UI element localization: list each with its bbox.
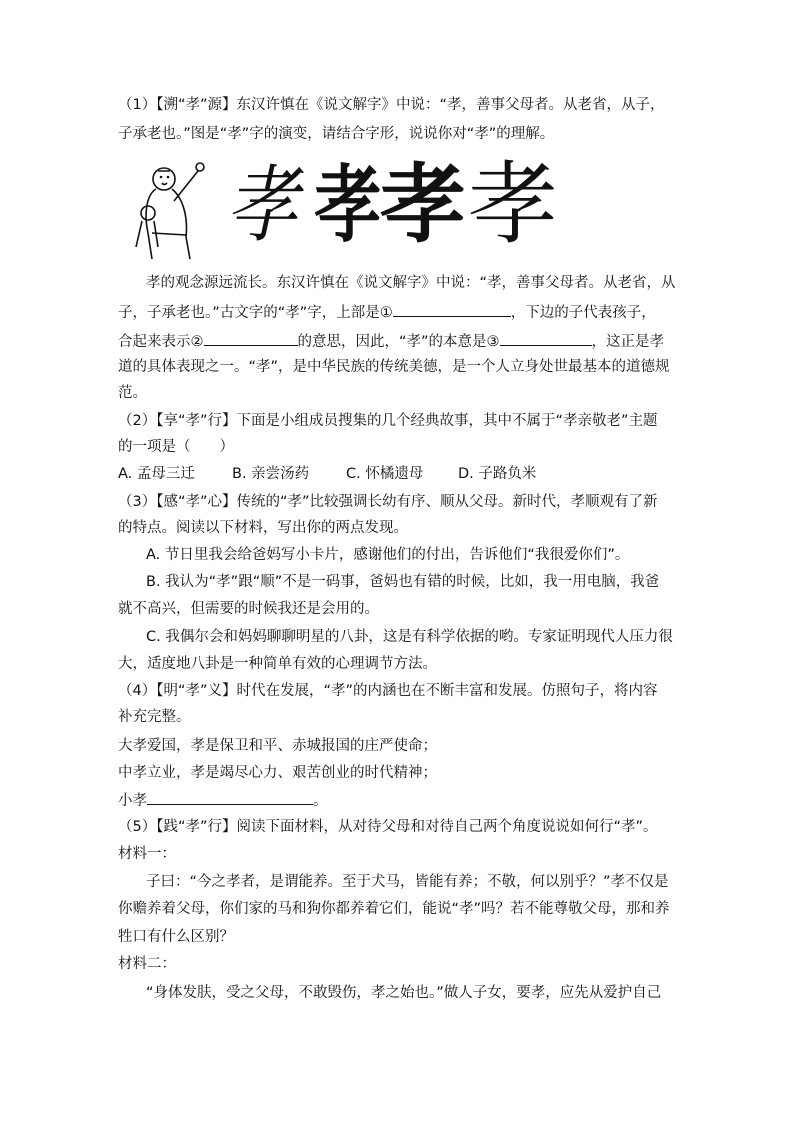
q4-sentence-3-text: 小孝 [118,793,147,809]
q3-prompt-line-2: 的特点。阅读以下材料，写出你的两点发现。 [118,520,408,536]
q4-prompt-line-1: （4）【明“孝”义】时代在发展，“孝”的内涵也在不断丰富和发展。仿照句子，将内容 [118,683,658,699]
q1-answer-line-3-tail: ，这正是孝 [591,334,665,350]
option-a[interactable]: A. 孟母三迁 [118,466,195,482]
q1-prompt-line-1: （1）【溯“孝”源】东汉许慎在《说文解字》中说：“孝，善事父母者。从老省，从子， [118,97,665,113]
option-c[interactable]: C. 怀橘遗母 [346,466,424,482]
option-b[interactable]: B. 亲尝汤药 [232,466,310,482]
q2-prompt-line-2: 的一项是（ ） [118,439,234,455]
q1-answer-line-3-mid: 的意思，因此，“孝”的本意是③ [297,334,500,350]
q4-sentence-1: 大孝爱国，孝是保卫和平、赤城报国的庄严使命； [118,738,437,754]
option-d[interactable]: D. 子路负米 [458,466,537,482]
xiao-character-evolution-figure [128,152,558,265]
answer-blank-1[interactable] [393,302,511,317]
elder-child-illustration-icon [128,155,218,265]
answer-blank-4[interactable] [147,790,313,805]
q1-answer-line-2-tail: ，下边的子代表孩子， [510,305,656,321]
q5-material-1-line-2: 你赡养着父母，你们家的马和狗你都养着它们，能说“孝”吗？若不能尊敬父母，那和养 [118,901,670,917]
q5-material-2-line-1: “身体发肤，受之父母，不敢毁伤，孝之始也。”做人子女，要孝，应先从爱护自己 [146,985,662,1001]
q4-sentence-3 [118,790,328,811]
q3-material-c-line-2: 大，适度地八卦是一种简单有效的心理调节方法。 [118,656,437,672]
q5-prompt-line: （5）【践“孝”行】阅读下面材料，从对待父母和对待自己两个角度说说如何行“孝”。 [118,819,658,835]
q3-material-c-line-1: C. 我偶尔会和妈妈聊聊明星的八卦，这是有科学依据的哟。专家证明现代人压力很 [146,629,673,645]
q5-material-1-title: 材料一： [118,846,176,862]
xiao-glyph-regular: 孝 [468,152,558,257]
q4-prompt-line-2: 补充完整。 [118,709,191,725]
answer-blank-3[interactable] [500,331,592,346]
q1-answer-line-1: 孝的观念源远流长。东汉许慎在《说文解字》中说：“孝，善事父母者。从老省，从 [146,275,676,291]
xiao-glyph-clerical: 孝 [380,154,466,255]
q4-sentence-3-tail: 。 [313,793,328,809]
q1-prompt-line-2: 子承老也。”图是“孝”字的演变，请结合字形，说说你对“孝”的理解。 [118,126,555,142]
q3-prompt-line-1: （3）【感“孝”心】传统的“孝”比较强调长幼有序、顺从父母。新时代，孝顺观有了新 [118,494,658,510]
q5-material-1-line-3: 牲口有什么区别？ [118,929,234,945]
q3-material-b-line-2: 就不高兴，但需要的时候我还是会用的。 [118,601,379,617]
q1-answer-line-5: 范。 [118,385,147,401]
xiao-glyph-seal: 孝 [314,155,382,254]
answer-blank-2[interactable] [204,331,298,346]
q2-prompt-line-1: （2）【享“孝”行】下面是小组成员搜集的几个经典故事，其中不属于“孝亲敬老”主题 [118,413,658,429]
q1-answer-line-3 [118,331,664,352]
q5-material-2-title: 材料二： [118,956,176,972]
q3-material-b-line-1: B. 我认为“孝”跟“顺”不是一码事，爸妈也有错的时候，比如，我一用电脑，我爸 [146,574,660,590]
q1-answer-line-4: 道的具体表现之一。“孝”，是中华民族的传统美德，是一个人立身处世最基本的道德规 [118,359,670,375]
q2-options [118,464,536,484]
q4-sentence-2: 中孝立业，孝是竭尽心力、艰苦创业的时代精神； [118,765,437,781]
q1-answer-line-3-text: 合起来表示② [118,334,204,350]
q1-answer-line-2 [118,302,656,323]
q1-answer-line-2-text: 子，子承老也。”古文字的“孝”字，上部是① [118,305,393,321]
xiao-glyph-oracle: 孝 [226,156,298,254]
q5-material-1-line-1: 子曰：“今之孝者，是谓能养。至于犬马，皆能有养；不敬，何以别乎？”孝不仅是 [146,874,669,890]
q3-material-a: A. 节日里我会给爸妈写小卡片，感谢他们的付出，告诉他们“我很爱你们”。 [146,547,630,563]
